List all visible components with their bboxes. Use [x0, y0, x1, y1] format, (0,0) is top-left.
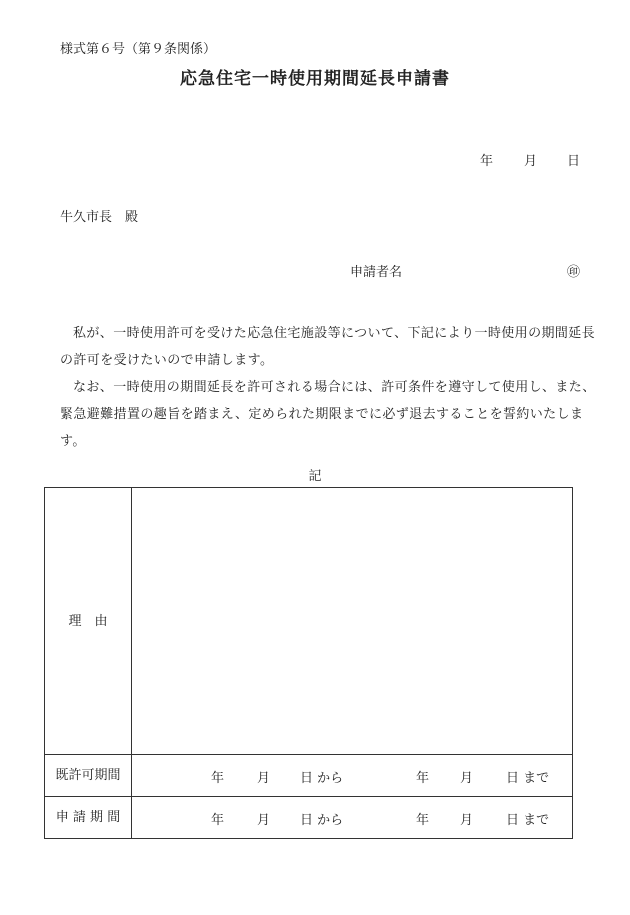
date-month-label: 月	[524, 154, 538, 169]
date-year-label: 年	[480, 154, 494, 169]
existing-to-month: 月	[460, 771, 474, 786]
form-title: 応急住宅一時使用期間延長申請書	[180, 69, 450, 89]
request-to-day: 日 まで	[506, 813, 550, 828]
existing-from-day: 日 から	[300, 771, 344, 786]
reason-label: 理 由	[45, 488, 132, 755]
applicant-name-label: 申請者名	[350, 265, 403, 280]
existing-to-day: 日 まで	[506, 771, 550, 786]
existing-period-field[interactable]	[132, 755, 573, 797]
reason-row	[45, 488, 573, 755]
request-from-year: 年	[211, 813, 225, 828]
addressee: 牛久市長 殿	[60, 210, 139, 225]
ki-heading: 記	[308, 469, 322, 484]
request-period-row	[45, 797, 573, 839]
request-from-month: 月	[257, 813, 271, 828]
existing-to-year: 年	[416, 771, 430, 786]
seal-mark: ㊞	[567, 265, 581, 280]
details-table	[44, 487, 573, 839]
reason-field[interactable]	[132, 488, 573, 755]
existing-from-year: 年	[211, 771, 225, 786]
existing-period-label: 既許可期間	[45, 755, 132, 797]
existing-period-row	[45, 755, 573, 797]
request-to-month: 月	[460, 813, 474, 828]
request-period-label: 申 請 期 間	[45, 797, 132, 839]
date-day-label: 日	[567, 154, 581, 169]
statement-paragraph-2: なお、一時使用の期間延長を許可される場合には、許可条件を遵守して使用し、また、緊急避難措置の趣旨を踏まえ、定められた期限までに必ず退去することを誓約いたします。	[60, 380, 596, 449]
application-statement	[60, 320, 600, 455]
request-from-day: 日 から	[300, 813, 344, 828]
form-number: 様式第６号（第９条関係）	[60, 42, 217, 57]
request-to-year: 年	[416, 813, 430, 828]
existing-from-month: 月	[257, 771, 271, 786]
request-period-field[interactable]	[132, 797, 573, 839]
statement-paragraph-1: 私が、一時使用許可を受けた応急住宅施設等について、下記により一時使用の期間延長の許可を受けたいので申請します。	[60, 326, 596, 368]
